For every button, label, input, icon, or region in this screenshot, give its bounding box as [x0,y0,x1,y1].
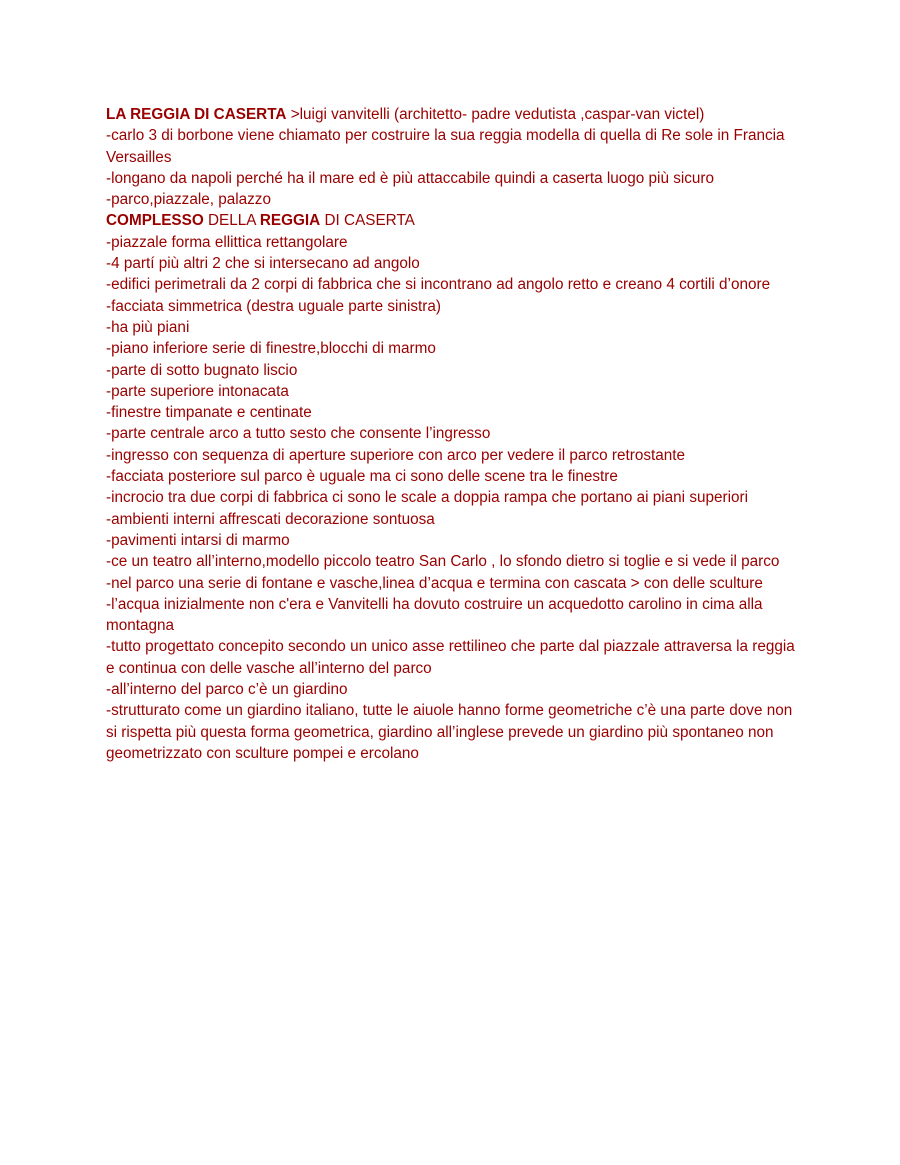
text-line: -piano inferiore serie di finestre,blocchi di marmo [106,340,436,358]
text-line: -facciata posteriore sul parco è uguale ma ci sono delle scene tra le finestre [106,468,618,486]
document-title-line [106,104,806,125]
text-line: -carlo 3 di borbone viene chiamato per costruire la sua reggia modella di quella di Re sole in Francia Versailles [106,127,785,166]
text-line: -l’acqua inizialmente non c'era e Vanvitelli ha dovuto costruire un acquedotto carolino in cima alla montagna [106,595,763,635]
section-heading [106,210,806,231]
text-line: -ce un teatro all’interno,modello piccolo teatro San Carlo , lo sfondo dietro si toglie e si vede il parco [106,553,780,571]
text-line: -parte di sotto bugnato liscio [106,361,298,379]
text-line: -longano da napoli perché ha il mare ed è più attaccabile quindi a caserta luogo più sicuro [106,169,715,187]
heading-word: DI CASERTA [320,212,415,230]
text-line: -parco,piazzale, palazzo [106,191,271,209]
document-title: LA REGGIA DI CASERTA [106,106,287,123]
heading-word: DELLA [203,212,260,230]
text-line: -pavimenti intarsi di marmo [106,531,290,549]
text-line: -finestre timpanate e centinate [106,404,312,422]
text-line: -4 partí più altri 2 che si intersecano ad angolo [106,255,420,273]
text-line: -piazzale forma ellittica rettangolare [106,233,348,251]
text-line: -tutto progettato concepito secondo un unico asse rettilineo che parte dal piazzale attraversa la reggia e continua con delle vasche all’interno del parco [106,638,795,677]
document-body [106,104,806,764]
text-line: -strutturato come un giardino italiano, tutte le aiuole hanno forme geometriche c’è una parte dove non si rispetta più questa forma geometrica, giardino all’inglese prevede un giardino più spontaneo non geometrizzato con sculture pompei e ercolano [106,702,793,762]
text-line: -incrocio tra due corpi di fabbrica ci sono le scale a doppia rampa che portano ai piani superiori [106,489,748,507]
text-line: -ambienti interni affrescati decorazione sontuosa [106,510,435,528]
text-line: -parte centrale arco a tutto sesto che consente l’ingresso [106,425,491,443]
text-line: -all’interno del parco c’è un giardino [106,681,348,699]
text-line: -parte superiore intonacata [106,382,289,400]
text-line: -nel parco una serie di fontane e vasche,linea d’acqua e termina con cascata > con delle sculture [106,574,763,592]
text-line: -ha più piani [106,318,190,336]
text-line: -ingresso con sequenza di aperture superiore con arco per vedere il parco retrostante [106,446,686,464]
text-line: -edifici perimetrali da 2 corpi di fabbrica che si incontrano ad angolo retto e creano 4 cortili d’onore [106,276,771,294]
document-title-subtext: >luigi vanvitelli (architetto- padre vedutista ,caspar-van victel) [286,106,705,123]
heading-word: REGGIA [259,212,321,230]
heading-word: COMPLESSO [106,212,204,230]
text-line: -facciata simmetrica (destra uguale parte sinistra) [106,297,441,315]
